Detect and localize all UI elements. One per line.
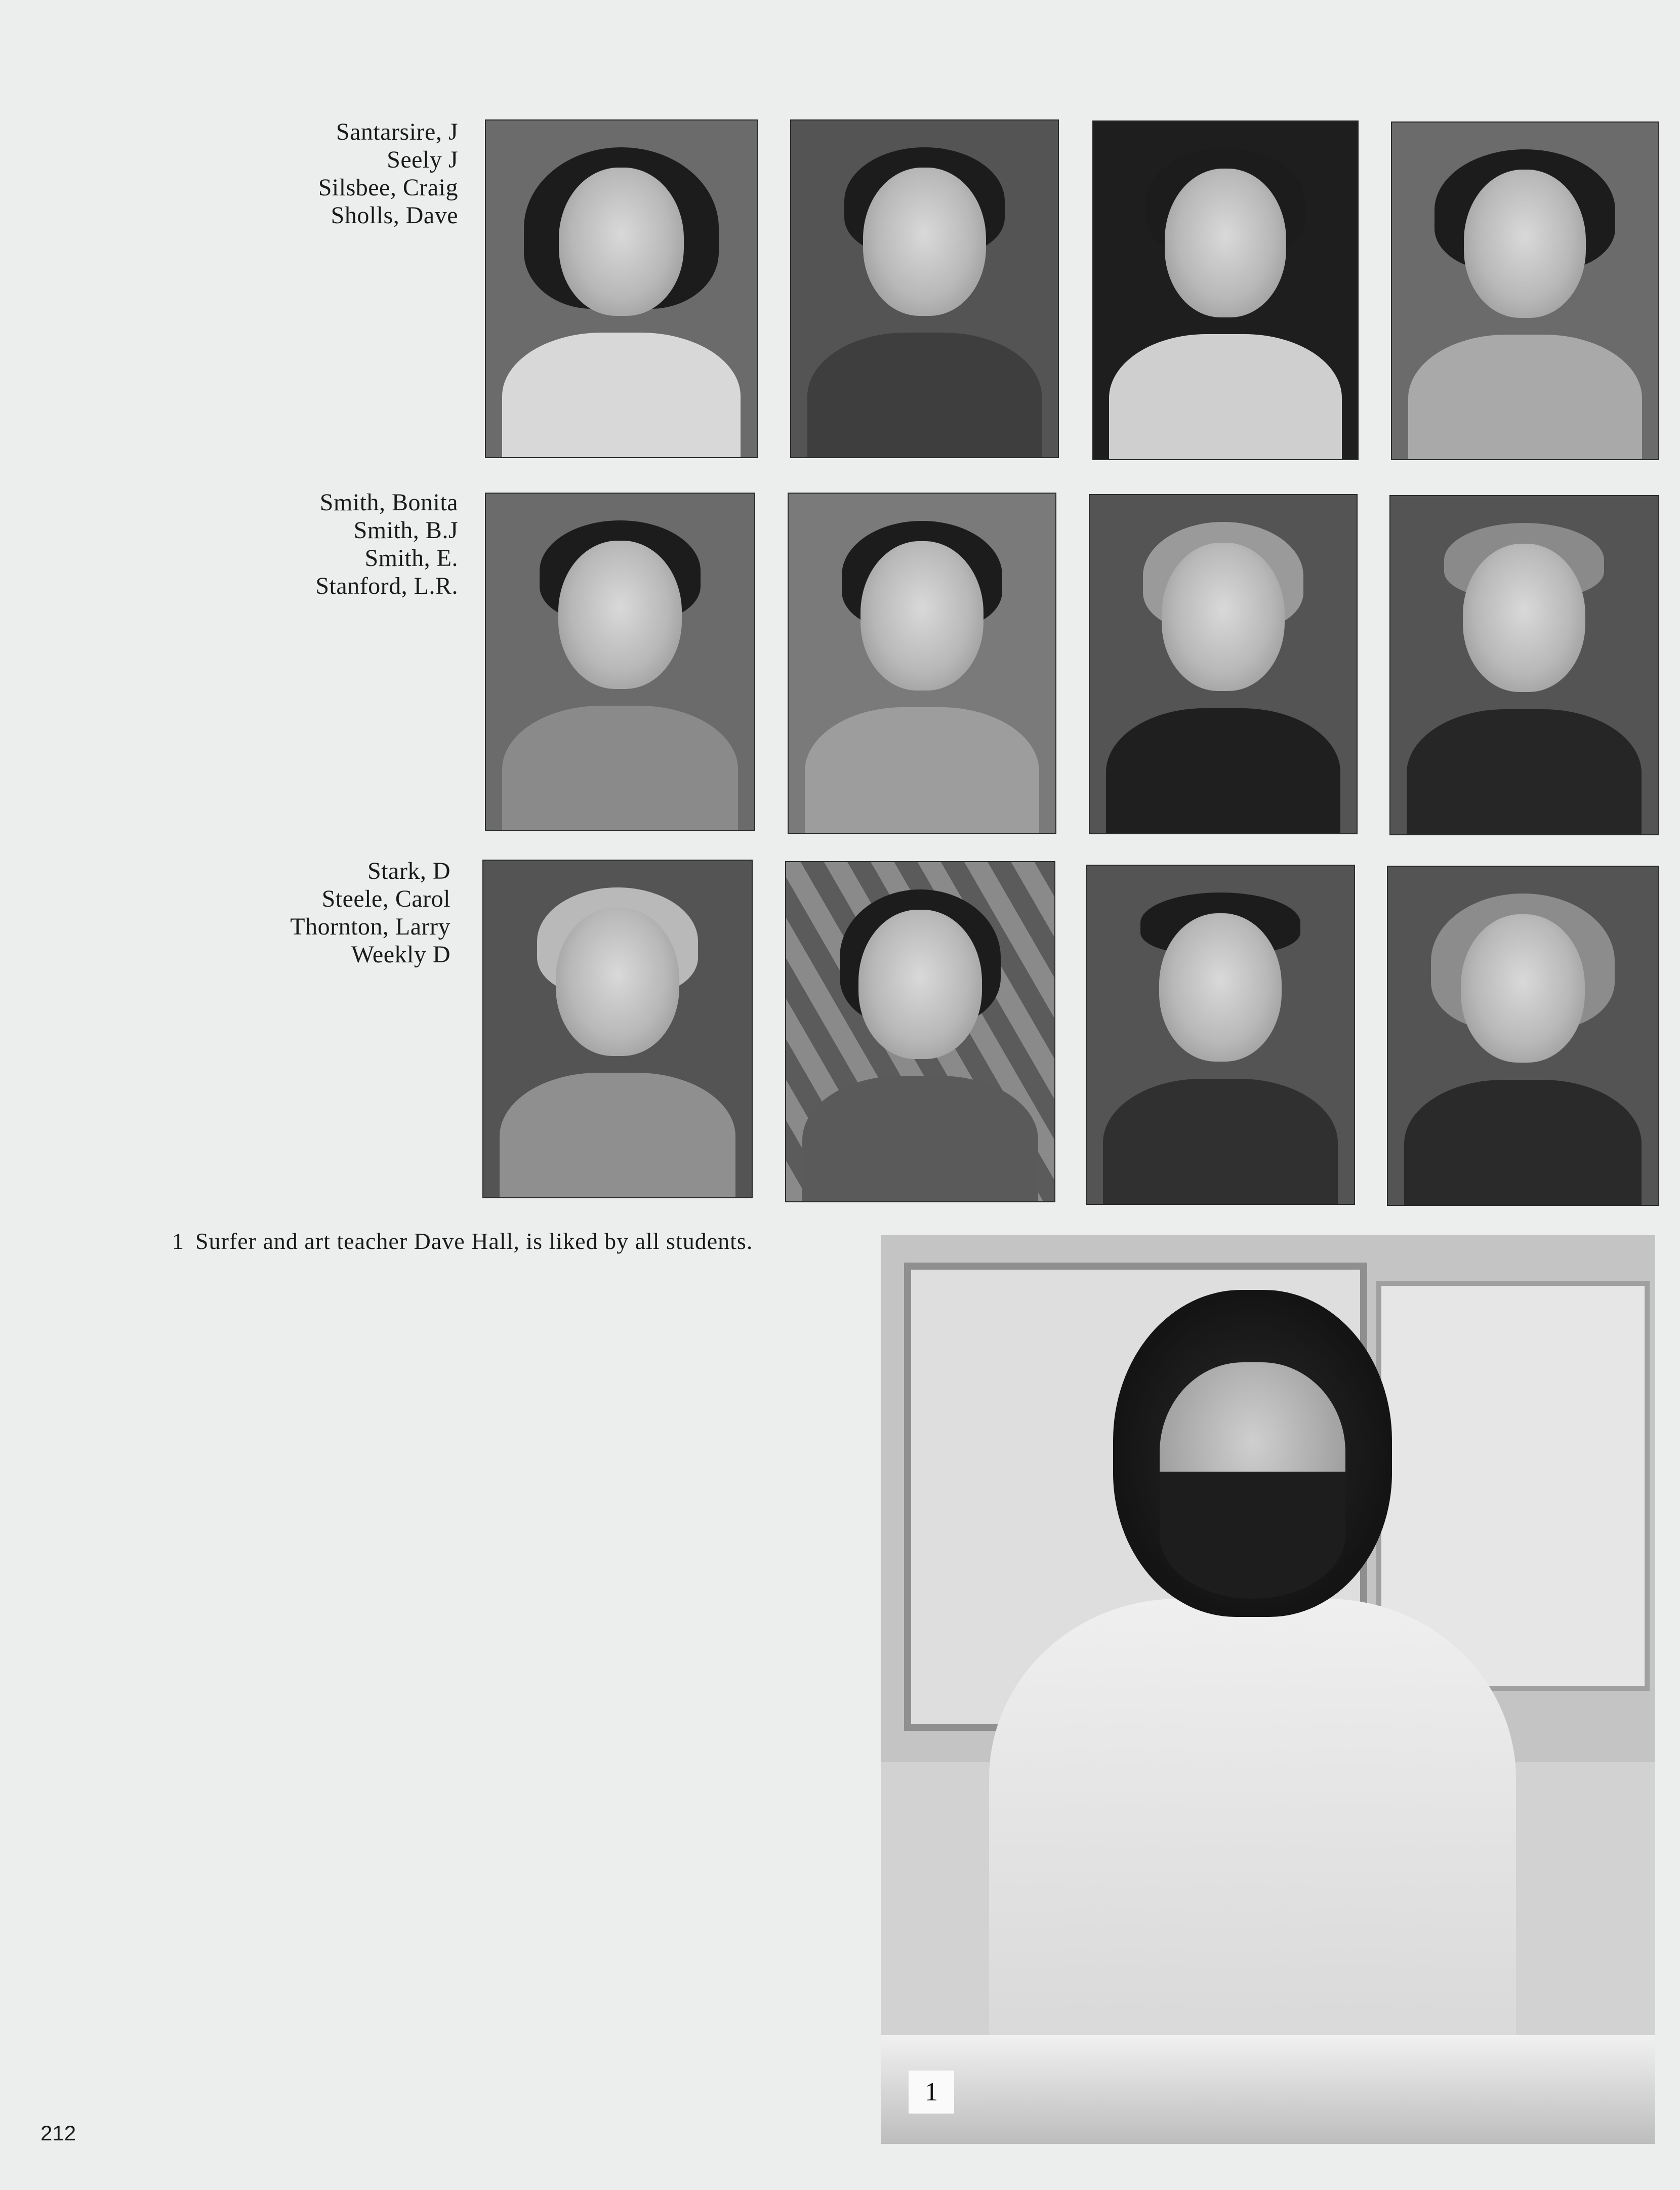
portrait-photo bbox=[786, 862, 1054, 1201]
feature-photo bbox=[881, 1235, 1655, 2144]
name-list-row-2 bbox=[104, 489, 458, 600]
name-label: Sholls, Dave bbox=[331, 202, 458, 229]
portrait-photo bbox=[1093, 121, 1358, 459]
portrait-photo bbox=[1090, 495, 1357, 833]
name-label: Santarsire, J bbox=[336, 118, 458, 145]
portrait-photo bbox=[486, 494, 754, 830]
portrait-photo bbox=[1388, 867, 1658, 1205]
name-label: Silsbee, Craig bbox=[318, 174, 458, 201]
name-list-row-1 bbox=[104, 118, 458, 229]
portrait-photo bbox=[791, 120, 1058, 457]
portrait-photo bbox=[1392, 123, 1658, 459]
name-label: Thornton, Larry bbox=[290, 913, 450, 940]
name-label: Stanford, L.R. bbox=[315, 573, 458, 599]
photo-number-tag: 1 bbox=[909, 2071, 954, 2114]
portrait-photo bbox=[1390, 496, 1658, 834]
name-label: Smith, B.J bbox=[353, 517, 458, 544]
name-label: Smith, Bonita bbox=[319, 489, 458, 516]
portrait-photo bbox=[1087, 866, 1354, 1204]
page-number: 212 bbox=[40, 2121, 76, 2145]
name-list-row-3 bbox=[96, 857, 450, 968]
name-label: Weekly D bbox=[351, 941, 450, 968]
name-label: Seely J bbox=[387, 146, 458, 173]
portrait-photo bbox=[789, 494, 1055, 833]
portrait-photo bbox=[483, 861, 752, 1197]
name-label: Steele, Carol bbox=[321, 885, 450, 912]
caption-text: Surfer and art teacher Dave Hall, is liked by all students. bbox=[195, 1228, 753, 1254]
name-label: Smith, E. bbox=[364, 545, 458, 572]
name-label: Stark, D bbox=[367, 858, 450, 884]
photo-caption bbox=[172, 1228, 753, 1254]
portrait-photo bbox=[486, 120, 757, 457]
caption-number: 1 bbox=[172, 1228, 184, 1254]
